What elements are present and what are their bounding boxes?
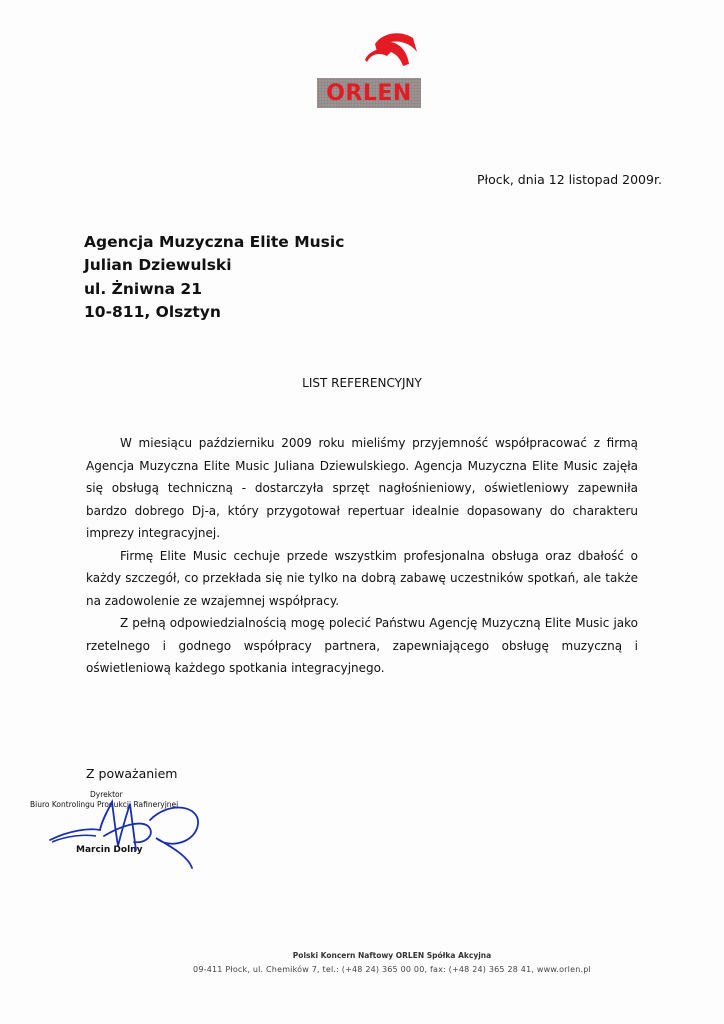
signatory-name: Marcin Dolny xyxy=(76,845,143,855)
closing-salutation: Z poważaniem xyxy=(86,766,178,781)
eagle-head-icon xyxy=(361,30,419,74)
footer-address: 09-411 Płock, ul. Chemików 7, tel.: (+48 24) 365 00 00, fax: (+48 24) 365 28 41, www.orlen.pl xyxy=(193,965,591,974)
signatory-role: Dyrektor xyxy=(90,790,123,799)
addressee-line: 10-811, Olsztyn xyxy=(84,302,221,321)
body-paragraph: W miesiącu październiku 2009 roku mieliśmy przyjemność współpracować z firmą Agencja Muzyczna Elite Music Juliana Dziewulskiego. Agencja Muzyczna Elite Music zajęła się obsługą techniczną - dostarczyła sprzęt nagłośnieniowy, oświetleniowy zapewniła bardzo dobrego Dj-a, który przygotował repertuar idealnie dopasowany do charakteru imprezy integracyjnej. xyxy=(86,436,638,540)
letter-date: Płock, dnia 12 listopad 2009r. xyxy=(477,172,662,187)
footer-company: Polski Koncern Naftowy ORLEN Spółka Akcyjna xyxy=(292,951,492,960)
logo-brand-text: ORLEN xyxy=(326,80,412,106)
body-paragraph: Firmę Elite Music cechuje przede wszystkim profesjonalna obsługa oraz dbałość o każdy szczegół, co przekłada się nie tylko na dobrą zabawę uczestników spotkań, ale także na zadowolenie ze wzajemnej współpracy. xyxy=(86,548,638,608)
letter-title: LIST REFERENCYJNY xyxy=(302,376,422,390)
addressee-line: Agencja Muzyczna Elite Music xyxy=(84,233,345,251)
addressee-block xyxy=(84,231,344,324)
handwritten-signature xyxy=(30,790,230,870)
orlen-logo xyxy=(317,30,421,110)
body-paragraph: Z pełną odpowiedzialnością mogę polecić Państwu Agencję Muzyczną Elite Music jako rzetelnego i godnego współpracy partnera, zapewniającego obsługę muzyczną i oświetleniową każdego spotkania integracyjnego. xyxy=(86,616,638,675)
addressee-line: ul. Żniwna 21 xyxy=(84,279,202,298)
logo-brand-bar xyxy=(317,78,421,108)
letter-body xyxy=(86,432,638,680)
signatory-department: Biuro Kontrolingu Produkcji Rafineryjnej xyxy=(30,800,179,809)
addressee-line: Julian Dziewulski xyxy=(84,256,232,275)
signature-stamp xyxy=(30,790,230,870)
